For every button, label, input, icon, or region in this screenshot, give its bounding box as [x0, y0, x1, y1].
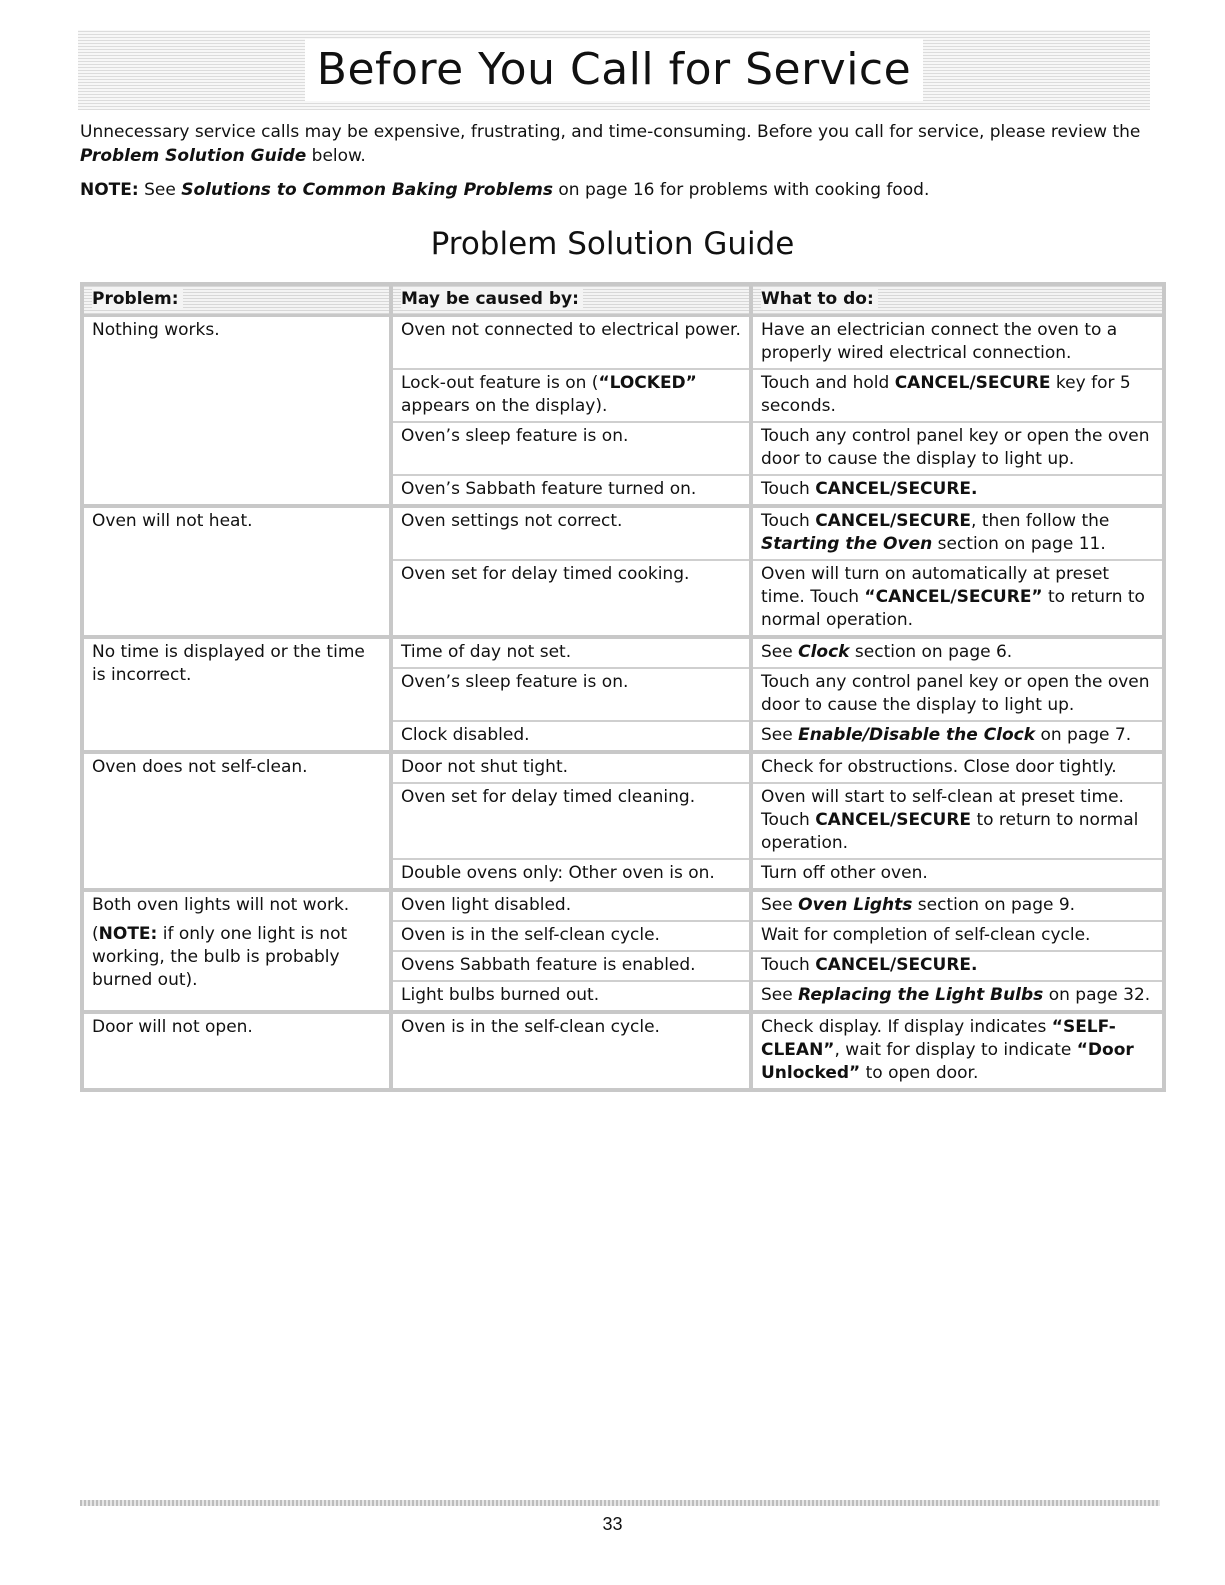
problem-cell: No time is displayed or the time is incorrect.: [82, 637, 391, 752]
cause-cell: Oven is in the self-clean cycle.: [391, 1012, 751, 1090]
todo-cell: Touch CANCEL/SECURE.: [751, 951, 1164, 981]
todo-cell: Touch any control panel key or open the oven door to cause the display to light up.: [751, 422, 1164, 475]
note-baking-ref: Solutions to Common Baking Problems: [181, 180, 553, 200]
intro-paragraph: [80, 120, 1150, 168]
todo-cell: See Enable/Disable the Clock on page 7.: [751, 721, 1164, 752]
table-row: [82, 890, 1164, 921]
todo-cell: Oven will start to self-clean at preset time. Touch CANCEL/SECURE to return to normal operation.: [751, 783, 1164, 859]
cause-cell: Double ovens only: Other oven is on.: [391, 859, 751, 890]
cause-cell: Oven set for delay timed cleaning.: [391, 783, 751, 859]
todo-cell: Check for obstructions. Close door tightly.: [751, 752, 1164, 783]
cause-cell: Door not shut tight.: [391, 752, 751, 783]
todo-cell: See Clock section on page 6.: [751, 637, 1164, 668]
page-number: 33: [602, 1514, 623, 1534]
problem-note: (NOTE: if only one light is not working, the bulb is probably burned out).: [92, 924, 348, 990]
problem-cell: Oven will not heat.: [82, 506, 391, 637]
footer-rule: [80, 1500, 1160, 1506]
cause-cell: Lock-out feature is on (“LOCKED” appears on the display).: [391, 369, 751, 422]
todo-cell: Touch CANCEL/SECURE, then follow the Starting the Oven section on page 11.: [751, 506, 1164, 560]
cause-cell: Oven settings not correct.: [391, 506, 751, 560]
todo-cell: Oven will turn on automatically at preset time. Touch “CANCEL/SECURE” to return to normal operation.: [751, 560, 1164, 637]
intro-text: Unnecessary service calls may be expensive, frustrating, and time-consuming. Before you call for service, please review the: [80, 122, 1141, 142]
todo-cell: See Replacing the Light Bulbs on page 32.: [751, 981, 1164, 1012]
todo-cell: Turn off other oven.: [751, 859, 1164, 890]
todo-cell: Wait for completion of self-clean cycle.: [751, 921, 1164, 951]
problem-solution-table: [80, 282, 1166, 1092]
todo-cell: Touch and hold CANCEL/SECURE key for 5 seconds.: [751, 369, 1164, 422]
cause-cell: Light bulbs burned out.: [391, 981, 751, 1012]
header-todo: What to do:: [751, 284, 1164, 316]
intro-guide-ref: Problem Solution Guide: [80, 146, 307, 166]
note-text: See: [138, 180, 182, 200]
todo-cell: See Oven Lights section on page 9.: [751, 890, 1164, 921]
cause-cell: Oven light disabled.: [391, 890, 751, 921]
table-row: [82, 316, 1164, 370]
cause-cell: Oven set for delay timed cooking.: [391, 560, 751, 637]
header-cause: May be caused by:: [391, 284, 751, 316]
todo-cell: Check display. If display indicates “SELF-CLEAN”, wait for display to indicate “Door Unlocked” to open door.: [751, 1012, 1164, 1090]
cause-cell: Time of day not set.: [391, 637, 751, 668]
table-header-row: [82, 284, 1164, 316]
header-problem: Problem:: [82, 284, 391, 316]
problem-cell: [82, 890, 391, 1012]
table-row: [82, 637, 1164, 668]
intro-text-end: below.: [306, 146, 366, 166]
problem-text: Both oven lights will not work.: [92, 895, 350, 915]
table-row: [82, 1012, 1164, 1090]
cause-cell: Oven’s sleep feature is on.: [391, 422, 751, 475]
todo-cell: Have an electrician connect the oven to a properly wired electrical connection.: [751, 316, 1164, 370]
note-paragraph: [80, 178, 1150, 202]
cause-cell: Clock disabled.: [391, 721, 751, 752]
todo-cell: Touch any control panel key or open the oven door to cause the display to light up.: [751, 668, 1164, 721]
problem-cell: Nothing works.: [82, 316, 391, 507]
table-row: [82, 752, 1164, 783]
problem-cell: Oven does not self-clean.: [82, 752, 391, 890]
table-row: [82, 506, 1164, 560]
problem-cell: Door will not open.: [82, 1012, 391, 1090]
cause-cell: Oven not connected to electrical power.: [391, 316, 751, 370]
title-banner: [78, 30, 1150, 110]
cause-cell: Oven’s sleep feature is on.: [391, 668, 751, 721]
intro: [80, 120, 1150, 212]
note-label: NOTE:: [80, 180, 139, 200]
cause-cell: Oven is in the self-clean cycle.: [391, 921, 751, 951]
cause-cell: Ovens Sabbath feature is enabled.: [391, 951, 751, 981]
cause-cell: Oven’s Sabbath feature turned on.: [391, 475, 751, 506]
note-text-end: on page 16 for problems with cooking food.: [552, 180, 930, 200]
todo-cell: Touch CANCEL/SECURE.: [751, 475, 1164, 506]
guide-title: Problem Solution Guide: [430, 226, 795, 262]
page-title: Before You Call for Service: [305, 39, 923, 101]
